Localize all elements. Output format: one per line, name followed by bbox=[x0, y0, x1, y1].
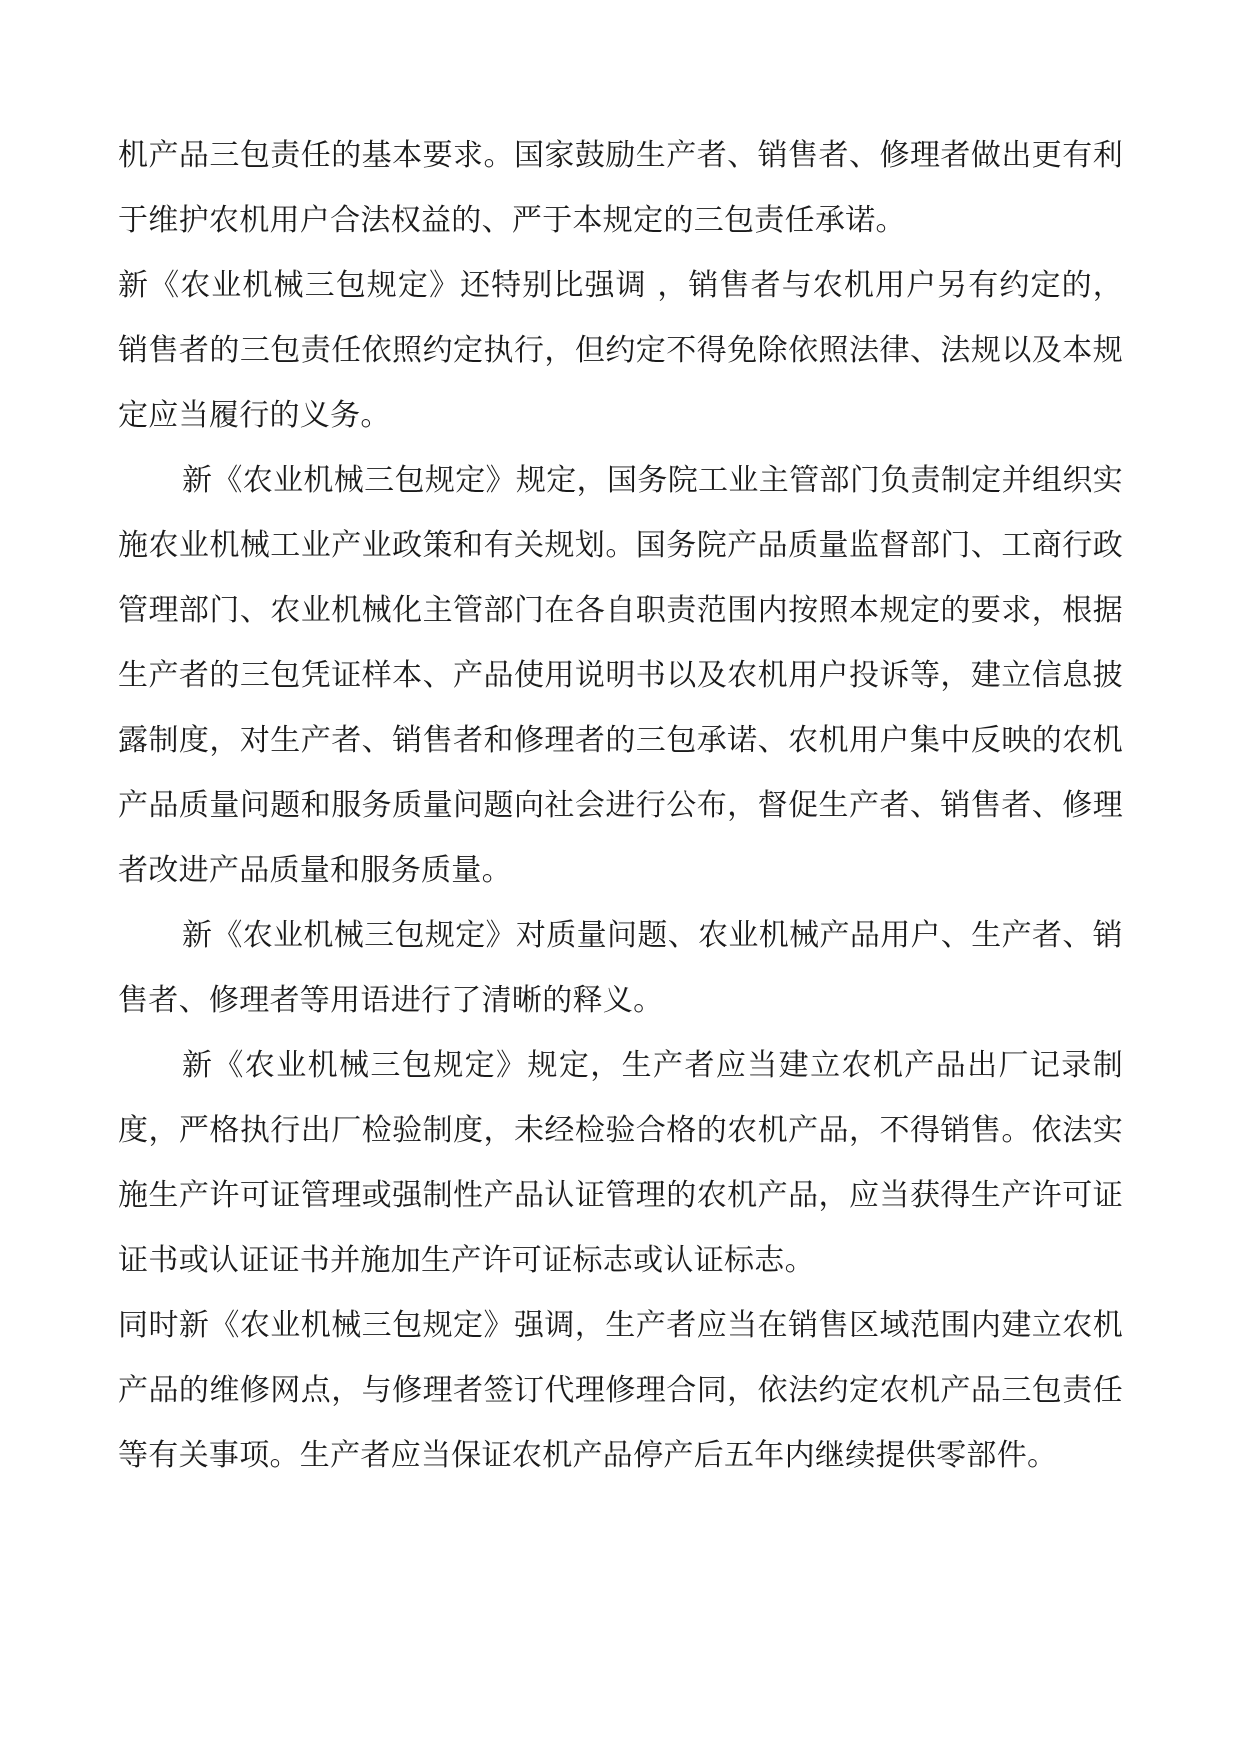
document-body bbox=[118, 123, 1123, 1488]
paragraph-6: 同时新《农业机械三包规定》强调，生产者应当在销售区域范围内建立农机产品的维修网点，与修理者签订代理修理合同，依法约定农机产品三包责任等有关事项。生产者应当保证农机产品停产后五年内继续提供零部件。 bbox=[118, 1308, 1123, 1473]
paragraph-2: 新《农业机械三包规定》还特别比强调 ，销售者与农机用户另有约定的，销售者的三包责任依照约定执行，但约定不得免除依照法律、法规以及本规定应当履行的义务。 bbox=[118, 268, 1123, 433]
paragraph-5: 新《农业机械三包规定》规定，生产者应当建立农机产品出厂记录制度，严格执行出厂检验制度，未经检验合格的农机产品，不得销售。依法实施生产许可证管理或强制性产品认证管理的农机产品，应当获得生产许可证证书或认证证书并施加生产许可证标志或认证标志。 bbox=[118, 1048, 1123, 1278]
paragraph-4: 新《农业机械三包规定》对质量问题、农业机械产品用户、生产者、销售者、修理者等用语进行了清晰的释义。 bbox=[118, 918, 1123, 1018]
paragraph-1: 机产品三包责任的基本要求。国家鼓励生产者、销售者、修理者做出更有利于维护农机用户合法权益的、严于本规定的三包责任承诺。 bbox=[118, 138, 1123, 238]
paragraph-3: 新《农业机械三包规定》规定，国务院工业主管部门负责制定并组织实施农业机械工业产业政策和有关规划。国务院产品质量监督部门、工商行政管理部门、农业机械化主管部门在各自职责范围内按照本规定的要求，根据生产者的三包凭证样本、产品使用说明书以及农机用户投诉等，建立信息披露制度，对生产者、销售者和修理者的三包承诺、农机用户集中反映的农机产品质量问题和服务质量问题向社会进行公布，督促生产者、销售者、修理者改进产品质量和服务质量。 bbox=[118, 463, 1123, 888]
